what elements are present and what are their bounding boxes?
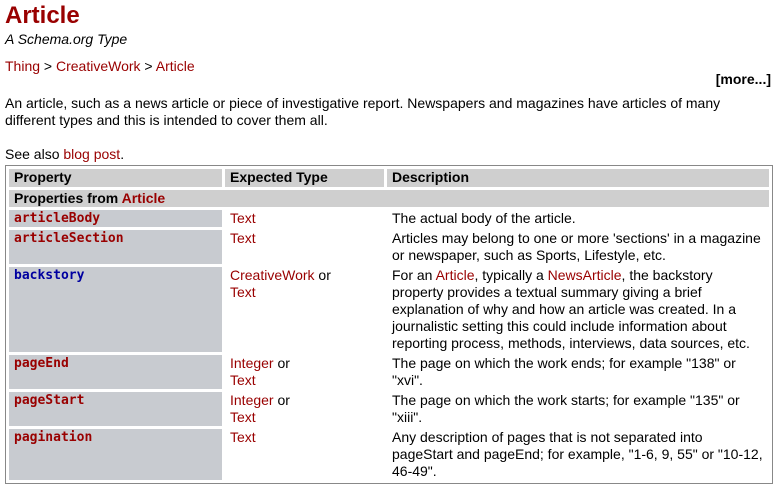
property-name	[9, 210, 222, 227]
or-word: or	[314, 267, 331, 283]
property-description: The actual body of the article.	[392, 210, 576, 226]
property-description: Any description of pages that is not separated into pageStart and pageEnd; for example, "1-6, 9, 55" or "10-12, 46-49".	[392, 429, 763, 479]
table-row	[9, 267, 769, 352]
expected-type	[225, 230, 384, 264]
more-toggle[interactable]: [more...]	[715, 71, 771, 87]
table-row	[9, 210, 769, 227]
property-description	[387, 267, 769, 352]
properties-table	[5, 165, 773, 484]
desc-text: For an	[392, 267, 436, 283]
header-property: Property	[9, 169, 222, 187]
table-row	[9, 355, 769, 389]
desc-text: , typically a	[474, 267, 548, 283]
or-word: or	[273, 392, 290, 408]
desc-link-newsarticle[interactable]: NewsArticle	[547, 267, 622, 283]
property-link-pageend[interactable]: pageEnd	[14, 356, 69, 371]
table-row	[9, 392, 769, 426]
property-name	[9, 429, 222, 480]
type-link-integer[interactable]: Integer	[230, 355, 274, 371]
section-article-link[interactable]: Article	[121, 190, 166, 206]
desc-text: , the backstory property provides a textual summary giving a brief explanation of why and how an article was created. In a journalistic setting this could include information about reporting process, methods, interviews, data sources, etc.	[392, 267, 750, 351]
type-link-creativework[interactable]: CreativeWork	[230, 267, 315, 283]
breadcrumb-thing[interactable]: Thing	[5, 58, 41, 74]
table-header-row	[9, 169, 769, 187]
breadcrumb	[5, 58, 773, 75]
expected-type	[225, 267, 384, 352]
or-word: or	[273, 355, 290, 371]
section-heading	[9, 190, 769, 207]
type-link-text[interactable]: Text	[230, 210, 256, 226]
section-prefix: Properties from	[14, 190, 122, 206]
breadcrumb-creativework[interactable]: CreativeWork	[56, 58, 141, 74]
property-name	[9, 355, 222, 389]
see-also-suffix: .	[120, 146, 125, 162]
property-link-pagestart[interactable]: pageStart	[14, 393, 85, 408]
page-subtitle: A Schema.org Type	[5, 31, 128, 47]
desc-link-article[interactable]: Article	[435, 267, 475, 283]
property-name	[9, 230, 222, 264]
expected-type	[225, 210, 384, 227]
see-also-prefix: See also	[5, 146, 64, 162]
header-description: Description	[387, 169, 769, 187]
breadcrumb-article[interactable]: Article	[155, 58, 195, 74]
type-link-integer[interactable]: Integer	[230, 392, 274, 408]
property-name	[9, 392, 222, 426]
section-row	[9, 190, 769, 207]
type-link-text[interactable]: Text	[230, 230, 256, 246]
expected-type	[225, 355, 384, 389]
page-content	[5, 0, 773, 163]
type-link-text[interactable]: Text	[230, 284, 256, 300]
see-also	[5, 146, 773, 163]
property-name	[9, 267, 222, 352]
table-row	[9, 230, 769, 264]
blog-post-link[interactable]: blog post	[63, 146, 121, 162]
breadcrumb-separator: >	[140, 58, 156, 74]
property-link-articlebody[interactable]: articleBody	[14, 211, 101, 226]
property-description: Articles may belong to one or more 'sections' in a magazine or newspaper, such as Sports, Lifestyle, etc.	[392, 230, 761, 263]
property-link-articlesection[interactable]: articleSection	[14, 231, 124, 246]
page-title: Article	[5, 2, 80, 29]
table-row	[9, 429, 769, 480]
property-link-pagination[interactable]: pagination	[14, 430, 93, 445]
expected-type	[225, 429, 384, 480]
type-link-text[interactable]: Text	[230, 409, 256, 425]
property-description: The page on which the work ends; for example "138" or "xvi".	[392, 355, 736, 388]
header-expected-type: Expected Type	[225, 169, 384, 187]
property-link-backstory[interactable]: backstory	[14, 268, 85, 283]
breadcrumb-separator: >	[40, 58, 56, 74]
type-description: An article, such as a news article or piece of investigative report. Newspapers and magazines have articles of many different types and this is intended to cover them all.	[5, 95, 721, 128]
type-link-text[interactable]: Text	[230, 372, 256, 388]
expected-type	[225, 392, 384, 426]
type-link-text[interactable]: Text	[230, 429, 256, 445]
property-description: The page on which the work starts; for example "135" or "xiii".	[392, 392, 740, 425]
